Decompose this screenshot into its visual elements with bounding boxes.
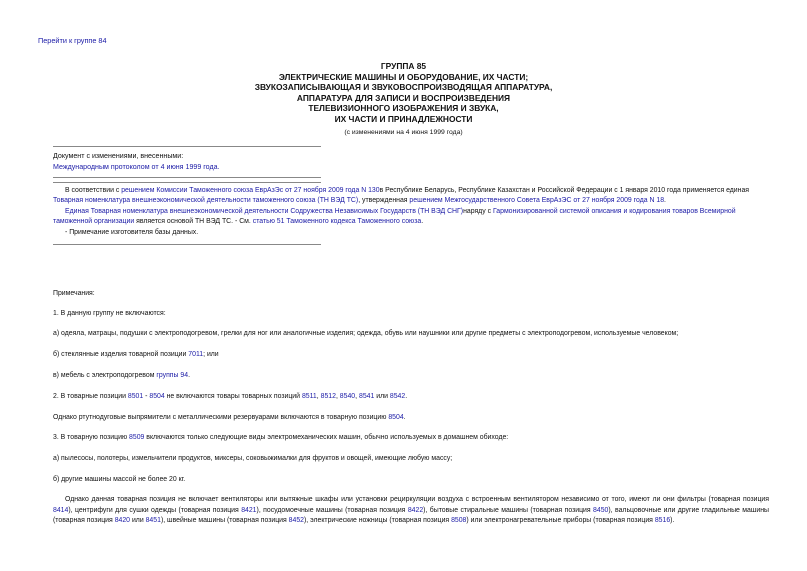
text: или [130,517,146,524]
heading-8508-link[interactable]: 8508 [451,517,467,524]
text: Однако ртутнодуговые выпрямители с металлическими резервуарами включаются в товарную позицию [53,414,389,421]
text: ), центрифуги для сушки одежды (товарная позиция [68,506,242,514]
text: ), бытовые стиральные машины (товарная позиция [423,506,594,514]
heading-8451-link[interactable]: 8451 [145,517,161,524]
title-line: ТЕЛЕВИЗИОННОГО ИЗОБРАЖЕНИЯ И ЗВУКА, [308,103,499,114]
text: не включаются товары товарных позиций [164,393,302,400]
text: включаются только следующие виды электромеханических машин, обычно используемых в домашнем обиходе: [144,434,509,441]
text: наряду с [463,207,493,215]
divider [53,177,321,178]
note-1-a: а) одеяла, матрацы, подушки с электроподогревом, грелки для ног или аналогичные изделия; одежда, обувь или наушники или другие предметы с электроподогревом, используемые человеком; [53,330,679,337]
text: . [188,372,190,379]
text: в Республике Беларусь, Республике Казахстан и Российской Федерации с 1 января 2010 года применяется единая [379,187,750,194]
text: ), посудомоечные машины (товарная позиция [256,506,408,514]
text: . [664,197,666,205]
text: б) стеклянные изделия товарной позиции [53,351,189,358]
heading-8452-link[interactable]: 8452 [288,517,304,524]
text: ), швейные машины (товарная позиция [160,517,289,524]
text: , утвержденная [358,197,410,205]
text: ), вальцовочные или другие гладильные машины (товарная позиция [53,506,769,524]
heading-8516-link[interactable]: 8516 [654,517,671,524]
notes-heading: Примечания: [53,290,95,297]
eaeu-decision-130-link[interactable]: решением Комиссии Таможенного союза ЕврАзЭс от 27 ноября 2009 года N 130 [121,187,380,194]
text: , [335,393,340,400]
heading-8542-link[interactable]: 8542 [389,393,406,400]
prev-group-link[interactable]: Перейти к группе 84 [38,36,107,45]
text: , [316,393,321,400]
text: , [355,393,359,400]
text: . [421,218,424,226]
note-3-b: б) другие машины массой не более 20 кг. [53,476,186,483]
text: В соответствии с [65,187,122,194]
heading-8421-link[interactable]: 8421 [241,506,257,514]
note-paragraph [53,186,769,207]
text: является основой ТН ВЭД ТС. - См. [134,218,253,226]
text: ). [670,517,675,524]
note-1-b [53,350,219,360]
text: 3. В товарную позицию [53,434,130,441]
document-info [53,151,220,172]
text: или [374,393,390,400]
text: ), электрические ножницы (товарная позиция [304,517,452,524]
heading-7011-link[interactable]: 7011 [188,351,204,358]
heading-8414-link[interactable]: 8414 [53,506,69,514]
interstate-council-decision-link[interactable]: решением Межгосударственного Совета ЕврАзЭС от 27 ноября 2009 года N 18 [409,197,665,205]
changes-note: (с изменениями на 4 июня 1999 года) [344,129,463,136]
text: в) мебель с электроподогревом [53,372,157,379]
group-title [180,61,627,125]
note-2-rectifiers [53,413,406,423]
heading-8540-link[interactable]: 8540 [339,393,356,400]
customs-code-article-51-link[interactable]: статью 51 Таможенного кодекса Таможенного союза [252,218,422,226]
title-line: АППАРАТУРА ДЛЯ ЗАПИСИ И ВОСПРОИЗВЕДЕНИЯ [296,92,511,103]
text: . [403,414,406,421]
title-line: ЭЛЕКТРИЧЕСКИЕ МАШИНЫ И ОБОРУДОВАНИЕ, ИХ ЧАСТИ; [278,71,529,82]
exclusions-paragraph [53,495,769,527]
note-paragraph [53,207,769,228]
heading-8509-link[interactable]: 8509 [129,434,145,441]
text: ; или [203,351,219,358]
tn-ved-ts-link[interactable]: Товарная номенклатура внешнеэкономической деятельности таможенного союза (ТН ВЭД ТС) [53,197,359,205]
note-2 [53,392,407,402]
harmonized-system-link[interactable]: Гармонизированной системой описания и кодирования товаров Всемирной таможенной организации [53,207,736,226]
heading-8501-link[interactable]: 8501 [127,393,144,400]
heading-8512-link[interactable]: 8512 [320,393,336,400]
text: . [405,393,408,400]
heading-8511-link[interactable]: 8511 [301,393,317,400]
note-3-exclusions [53,495,769,527]
divider [53,244,321,245]
text: - [143,393,150,400]
note-1: 1. В данную группу не включаются: [53,310,166,317]
title-line: ГРУППА 85 [380,61,427,71]
heading-8450-link[interactable]: 8450 [593,506,609,514]
title-line: ЗВУКОЗАПИСЫВАЮЩАЯ И ЗВУКОВОСПРОИЗВОДЯЩАЯ АППАРАТУРА, [254,82,553,93]
heading-8541-link[interactable]: 8541 [358,393,375,400]
doc-info-label: Документ с изменениями, внесенными: [53,152,184,160]
text: Однако данная товарная позиция не включает вентиляторы или вытяжные шкафы или установки рециркуляции воздуха с встроенным вентилятором независимо от того, имеют ли они фильтры (товарная позиция [65,496,769,503]
text: ) или электронагревательные приборы (товарная позиция [466,517,655,524]
heading-8422-link[interactable]: 8422 [407,506,424,514]
note-3-a: а) пылесосы, полотеры, измельчители продуктов, миксеры, соковыжималки для фруктов и овощей, имеющие любую массу; [53,455,453,462]
divider [53,182,321,183]
heading-8420-link[interactable]: 8420 [114,517,131,524]
tn-ved-sng-link[interactable]: Единая Товарная номенклатура внешнеэкономической деятельности Содружества Независимых Государств (ТН ВЭД СНГ) [65,207,464,215]
note-3 [53,433,508,443]
note-1-v [53,371,190,381]
group-94-link[interactable]: группы 94 [156,372,189,379]
editor-note [53,186,769,238]
divider [53,146,321,147]
heading-8504-link[interactable]: 8504 [388,414,404,421]
note-paragraph: - Примечание изготовителя базы данных. [65,228,199,236]
heading-8504-link[interactable]: 8504 [149,393,165,400]
protocol-link[interactable]: Международным протоколом от 4 июня 1999 года. [53,162,220,171]
title-line: ИХ ЧАСТИ И ПРИНАДЛЕЖНОСТИ [334,113,473,124]
text: 2. В товарные позиции [53,393,128,400]
